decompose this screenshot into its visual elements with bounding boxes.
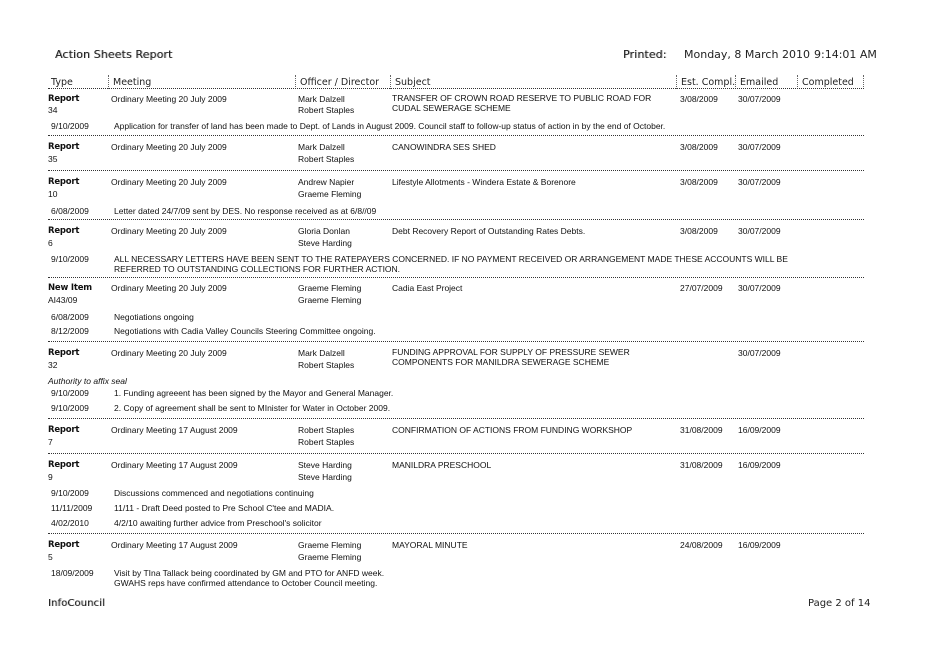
column-header-emailed: Emailed <box>740 77 779 88</box>
record-number: 32 <box>48 360 58 370</box>
record-emailed: 30/07/2009 <box>738 177 781 187</box>
record-meeting: Ordinary Meeting 20 July 2009 <box>111 142 227 152</box>
record-separator <box>48 453 864 454</box>
record-emailed: 30/07/2009 <box>738 348 781 358</box>
record-type: Report <box>48 540 80 550</box>
column-divider <box>863 75 864 89</box>
record-type: Report <box>48 425 80 435</box>
record-number: 6 <box>48 238 53 248</box>
printed-time: 9:14:01 AM <box>814 48 877 61</box>
record-director: Graeme Fleming <box>298 189 362 199</box>
record-director: Graeme Fleming <box>298 552 362 562</box>
column-divider <box>295 75 296 89</box>
note-date: 6/08/2009 <box>51 206 89 216</box>
record-officer: Mark Dalzell <box>298 94 345 104</box>
record-director: Steve Harding <box>298 238 352 248</box>
record-est-compl: 3/08/2009 <box>680 94 718 104</box>
column-header-type: Type <box>51 77 73 88</box>
record-director: Steve Harding <box>298 472 352 482</box>
note-text: 2. Copy of agreement shall be sent to MInister for Water in October 2009. <box>114 403 391 413</box>
record-est-compl: 24/08/2009 <box>680 540 723 550</box>
record-separator <box>48 277 864 278</box>
column-divider <box>390 75 391 89</box>
note-date: 11/11/2009 <box>51 503 93 513</box>
record-officer: Mark Dalzell <box>298 348 345 358</box>
record-type: Report <box>48 177 80 187</box>
record-meeting: Ordinary Meeting 20 July 2009 <box>111 94 227 104</box>
column-header-officer: Officer / Director <box>300 77 380 88</box>
record-director: Robert Staples <box>298 154 355 164</box>
record-type: Report <box>48 348 80 358</box>
record-meeting: Ordinary Meeting 20 July 2009 <box>111 177 227 187</box>
record-emailed: 30/07/2009 <box>738 142 781 152</box>
record-number: 10 <box>48 189 58 199</box>
record-subject: Lifestyle Allotments - Windera Estate & Borenore <box>392 177 576 187</box>
note-text: Letter dated 24/7/09 sent by DES. No response received as at 6/8//09 <box>114 206 377 216</box>
note-text: 1. Funding agreeent has been signed by the Mayor and General Manager. <box>114 388 394 398</box>
record-separator <box>48 533 864 534</box>
note-text: ALL NECESSARY LETTERS HAVE BEEN SENT TO THE RATEPAYERS CONCERNED. IF NO PAYMENT RECEIVED OR ARRANGEMENT MADE THESE ACCOUNTS WILL BE <box>114 254 788 264</box>
record-number: AI43/09 <box>48 295 78 305</box>
record-officer: Robert Staples <box>298 425 355 435</box>
record-subject: MANILDRA PRESCHOOL <box>392 460 492 470</box>
note-date: 18/09/2009 <box>51 568 94 578</box>
note-date: 9/10/2009 <box>51 121 89 131</box>
record-director: Graeme Fleming <box>298 295 362 305</box>
note-text: 11/11 - Draft Deed posted to Pre School C'tee and MADIA. <box>114 503 335 513</box>
record-meeting: Ordinary Meeting 17 August 2009 <box>111 425 238 435</box>
column-divider <box>797 75 798 89</box>
note-text: Negotiations ongoing <box>114 312 194 322</box>
note-text: Negotiations with Cadia Valley Councils Steering Committee ongoing. <box>114 326 376 336</box>
record-separator <box>48 170 864 171</box>
column-header-est-compl: Est. Compl. <box>681 77 736 88</box>
printed-label: Printed: <box>623 48 667 61</box>
record-subject: MAYORAL MINUTE <box>392 540 468 550</box>
note-date: 9/10/2009 <box>51 388 89 398</box>
note-text: Visit by TIna Tallack being coordinated by GM and PTO for ANFD week. <box>114 568 385 578</box>
note-date: 8/12/2009 <box>51 326 89 336</box>
record-separator <box>48 219 864 220</box>
header-separator <box>48 88 864 89</box>
record-number: 34 <box>48 105 58 115</box>
note-text-continued: GWAHS reps have confirmed attendance to October Council meeting. <box>114 578 378 588</box>
record-meeting: Ordinary Meeting 20 July 2009 <box>111 348 227 358</box>
record-est-compl: 3/08/2009 <box>680 142 718 152</box>
note-date: 4/02/2010 <box>51 518 89 528</box>
note-date: 9/10/2009 <box>51 254 89 264</box>
note-date: 6/08/2009 <box>51 312 89 322</box>
record-officer: Andrew Napier <box>298 177 355 187</box>
record-number: 5 <box>48 552 53 562</box>
record-est-compl: 3/08/2009 <box>680 177 718 187</box>
record-subject: Cadia East Project <box>392 283 463 293</box>
record-number: 35 <box>48 154 58 164</box>
record-subject: CANOWINDRA SES SHED <box>392 142 496 152</box>
record-emailed: 30/07/2009 <box>738 283 781 293</box>
record-officer: Graeme Fleming <box>298 540 362 550</box>
column-divider <box>108 75 109 89</box>
note-text: Discussions commenced and negotiations continuing <box>114 488 314 498</box>
record-est-compl: 31/08/2009 <box>680 425 723 435</box>
record-type: Report <box>48 460 80 470</box>
record-director: Robert Staples <box>298 437 355 447</box>
record-subject: CONFIRMATION OF ACTIONS FROM FUNDING WORKSHOP <box>392 425 633 435</box>
record-separator <box>48 418 864 419</box>
record-number: 9 <box>48 472 53 482</box>
record-officer: Mark Dalzell <box>298 142 345 152</box>
record-est-compl: 3/08/2009 <box>680 226 718 236</box>
record-separator <box>48 135 864 136</box>
record-emailed: 16/09/2009 <box>738 425 781 435</box>
note-date: 9/10/2009 <box>51 488 89 498</box>
record-type: Report <box>48 226 80 236</box>
record-emailed: 30/07/2009 <box>738 226 781 236</box>
note-text: 4/2/10 awaiting further advice from Preschool's solicitor <box>114 518 322 528</box>
note-date: 9/10/2009 <box>51 403 89 413</box>
record-emailed: 16/09/2009 <box>738 540 781 550</box>
record-officer: Graeme Fleming <box>298 283 362 293</box>
column-header-subject: Subject <box>395 77 431 88</box>
record-subject: Debt Recovery Report of Outstanding Rates Debts. <box>392 226 586 236</box>
record-director: Robert Staples <box>298 105 355 115</box>
footer-app-name: InfoCouncil <box>48 598 105 609</box>
record-officer: Gloria Donlan <box>298 226 350 236</box>
note-text: Application for transfer of land has been made to Dept. of Lands in August 2009. Council staff to follow-up status of action in by the end of October. <box>114 121 666 131</box>
printed-date: Monday, 8 March 2010 <box>684 48 810 61</box>
column-divider <box>676 75 677 89</box>
note-text-continued: REFERRED TO OUTSTANDING COLLECTIONS FOR FURTHER ACTION. <box>114 264 401 274</box>
column-header-meeting: Meeting <box>113 77 152 88</box>
column-header-completed: Completed <box>802 77 854 88</box>
record-subject: FUNDING APPROVAL FOR SUPPLY OF PRESSURE SEWER COMPONENTS FOR MANILDRA SEWERAGE SCHEME <box>392 347 630 367</box>
record-type: Report <box>48 94 80 104</box>
record-number: 7 <box>48 437 53 447</box>
record-emailed: 30/07/2009 <box>738 94 781 104</box>
record-meeting: Ordinary Meeting 17 August 2009 <box>111 460 238 470</box>
report-title: Action Sheets Report <box>55 48 173 61</box>
record-type: New Item <box>48 283 92 293</box>
record-type: Report <box>48 142 80 152</box>
record-director: Robert Staples <box>298 360 355 370</box>
record-meeting: Ordinary Meeting 20 July 2009 <box>111 283 227 293</box>
record-officer: Steve Harding <box>298 460 352 470</box>
record-meeting: Ordinary Meeting 17 August 2009 <box>111 540 238 550</box>
record-est-compl: 31/08/2009 <box>680 460 723 470</box>
record-est-compl: 27/07/2009 <box>680 283 723 293</box>
record-remark: Authority to affix seal <box>48 376 127 386</box>
record-separator <box>48 341 864 342</box>
record-emailed: 16/09/2009 <box>738 460 781 470</box>
column-divider <box>735 75 736 89</box>
record-meeting: Ordinary Meeting 20 July 2009 <box>111 226 227 236</box>
footer-page-number: Page 2 of 14 <box>808 598 871 609</box>
record-subject: TRANSFER OF CROWN ROAD RESERVE TO PUBLIC ROAD FOR CUDAL SEWERAGE SCHEME <box>392 93 652 113</box>
